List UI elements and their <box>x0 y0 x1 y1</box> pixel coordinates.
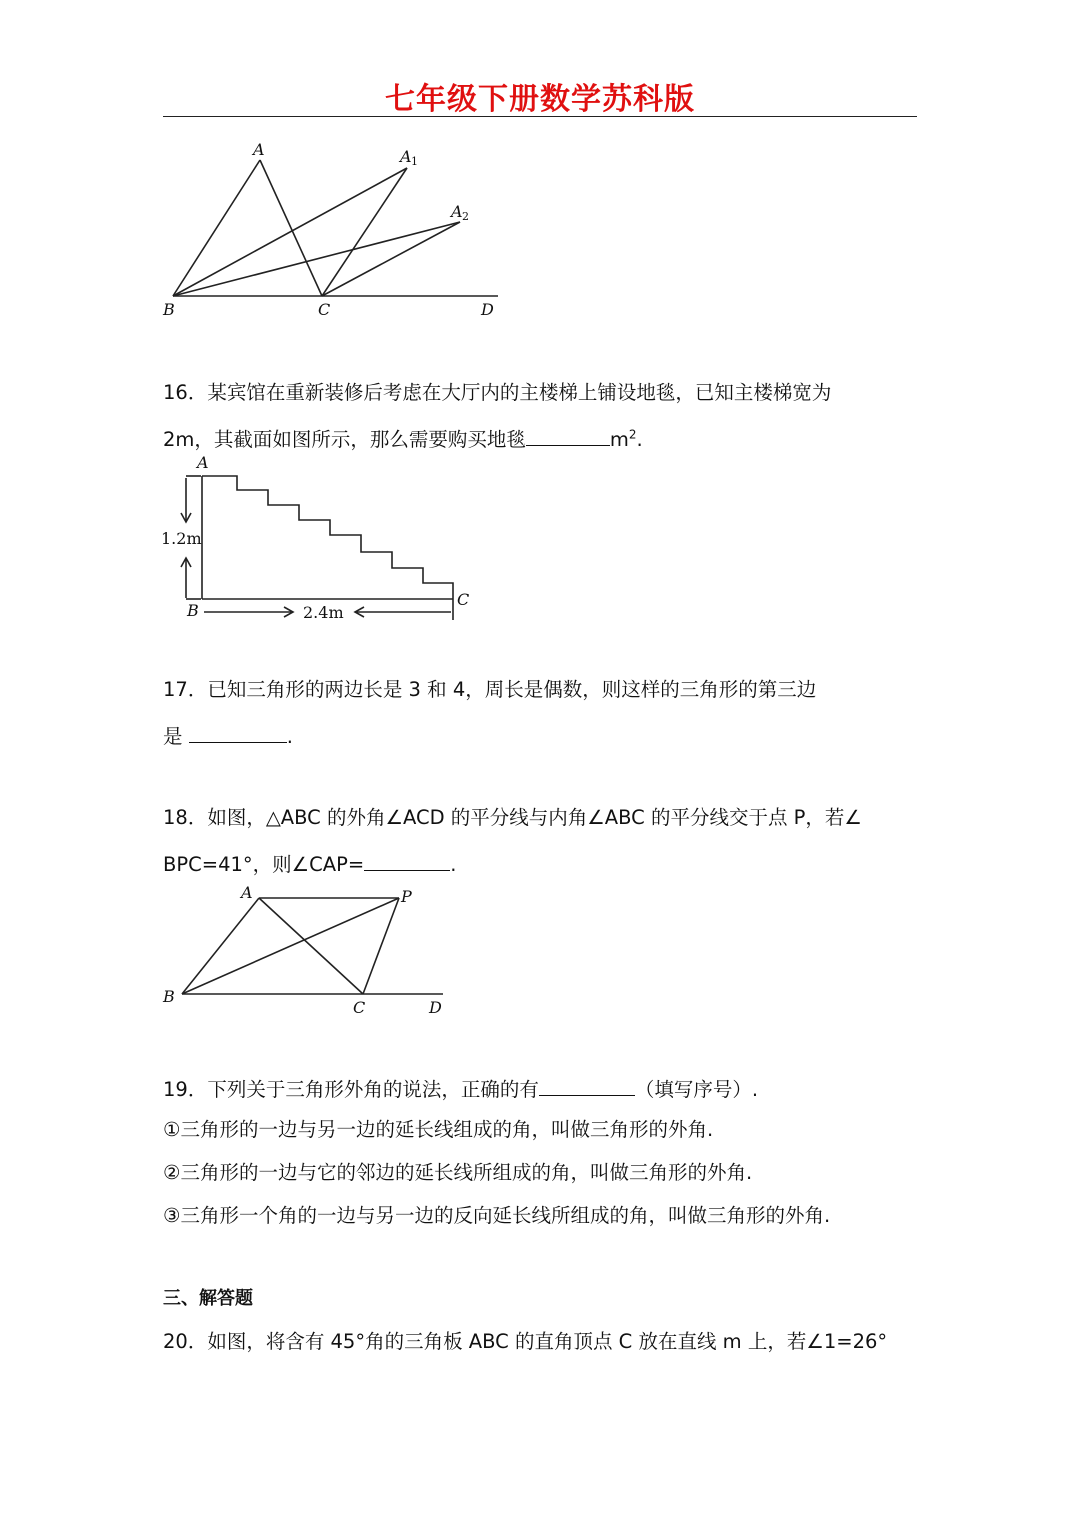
line-ba1 <box>173 168 407 296</box>
label-c: C <box>318 300 331 319</box>
q16-unit: m <box>609 428 629 451</box>
label-d: D <box>481 300 494 319</box>
q16-unit-sup: 2 <box>628 427 637 442</box>
header-divider <box>163 116 917 117</box>
figure-q15 <box>155 138 515 323</box>
label-a2: A <box>451 202 463 221</box>
label-a: A <box>241 883 253 902</box>
label-b: B <box>163 300 175 319</box>
q18-line2 <box>163 852 456 875</box>
q19-end: （填写序号）. <box>634 1078 759 1101</box>
section-title: 三、解答题 <box>163 1288 253 1309</box>
label-a1-sub: 1 <box>411 155 418 168</box>
line-ba <box>173 160 260 296</box>
width-label: 2.4m <box>303 603 344 622</box>
label-c: C <box>457 590 470 609</box>
label-c: C <box>353 998 366 1017</box>
answer-blank-q18[interactable] <box>364 852 450 871</box>
figure-q16-staircase <box>155 452 485 627</box>
label-a: A <box>197 453 209 472</box>
line-bp <box>182 898 399 994</box>
line-ac <box>260 160 322 296</box>
q20-line1: 20．如图，将含有 45°角的三角板 ABC 的直角顶点 C 放在直线 m 上，若∠1=26° <box>163 1330 888 1353</box>
q17-text: 是 <box>163 725 189 748</box>
label-a1: A <box>400 147 412 166</box>
page-header-title: 七年级下册数学苏科版 <box>385 82 695 117</box>
label-d: D <box>429 998 442 1017</box>
answer-blank-q19[interactable] <box>539 1077 635 1096</box>
q19-option-3: ③三角形一个角的一边与另一边的反向延长线所组成的角，叫做三角形的外角. <box>163 1204 831 1227</box>
q18-end: . <box>450 853 457 876</box>
answer-blank-q16[interactable] <box>526 427 610 446</box>
figure-q18 <box>155 880 455 1022</box>
label-a: A <box>253 140 265 159</box>
q16-end: . <box>636 428 643 451</box>
q16-line1: 16．某宾馆在重新装修后考虑在大厅内的主楼梯上铺设地毯，已知主楼梯宽为 <box>163 381 832 404</box>
label-b: B <box>163 987 175 1006</box>
q17-line2 <box>163 724 293 747</box>
height-label: 1.2m <box>161 529 202 548</box>
q17-end: . <box>286 725 293 748</box>
label-b: B <box>187 601 199 620</box>
line-a2c <box>322 222 460 296</box>
label-a2-sub: 2 <box>462 210 469 223</box>
answer-blank-q17[interactable] <box>189 724 287 743</box>
q19-option-2: ②三角形的一边与它的邻边的延长线所组成的角，叫做三角形的外角. <box>163 1161 753 1184</box>
q19-text: 19．下列关于三角形外角的说法，正确的有 <box>163 1078 539 1101</box>
stair-steps <box>202 476 453 599</box>
q19-line1 <box>163 1077 758 1100</box>
line-a1c <box>322 168 407 296</box>
line-ac <box>259 898 363 994</box>
q18-text: BPC=41°，则∠CAP= <box>163 853 365 876</box>
q17-line1: 17．已知三角形的两边长是 3 和 4，周长是偶数，则这样的三角形的第三边 <box>163 678 817 701</box>
line-ab <box>182 898 259 994</box>
label-p: P <box>401 887 412 906</box>
q18-line1: 18．如图，△ABC 的外角∠ACD 的平分线与内角∠ABC 的平分线交于点 P，若∠ <box>163 806 862 829</box>
q19-option-1: ①三角形的一边与另一边的延长线组成的角，叫做三角形的外角. <box>163 1118 714 1141</box>
q16-text: 2m，其截面如图所示，那么需要购买地毯 <box>163 428 526 451</box>
q16-line2 <box>163 427 643 450</box>
